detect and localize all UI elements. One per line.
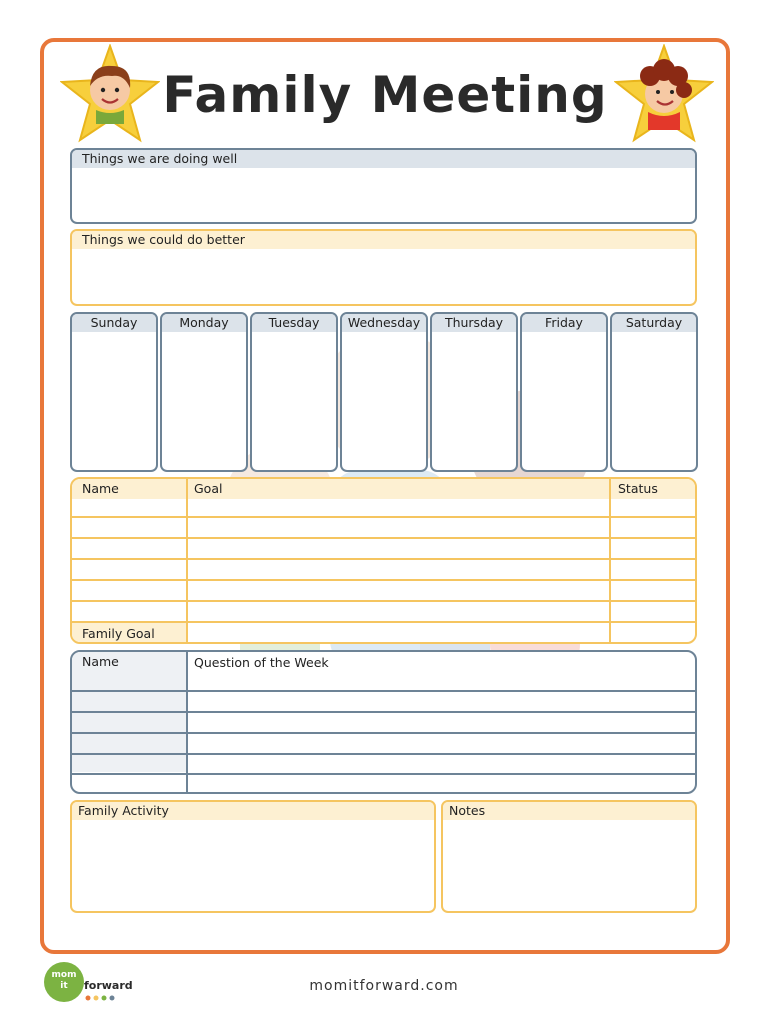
day-label: Monday bbox=[162, 314, 246, 332]
day-column-thursday[interactable] bbox=[430, 312, 518, 472]
goals-name-header: Name bbox=[82, 481, 119, 496]
child-star-right-icon bbox=[614, 44, 714, 144]
footer-url[interactable]: momitforward.com bbox=[309, 978, 459, 994]
family-goal-label: Family Goal bbox=[82, 626, 155, 641]
day-label: Saturday bbox=[612, 314, 696, 332]
goals-goal-header: Goal bbox=[194, 481, 223, 496]
notes-label: Notes bbox=[443, 802, 695, 820]
day-column-saturday[interactable] bbox=[610, 312, 698, 472]
day-label: Friday bbox=[522, 314, 606, 332]
goals-row-line bbox=[72, 579, 697, 581]
logo-forward-text: forward bbox=[84, 979, 133, 992]
do-better-label: Things we could do better bbox=[72, 231, 695, 249]
goals-row-line bbox=[72, 600, 697, 602]
questions-row-line bbox=[72, 753, 697, 755]
questions-name-header: Name bbox=[82, 654, 119, 669]
goals-row-line bbox=[72, 516, 697, 518]
notes-box[interactable] bbox=[441, 800, 697, 913]
goals-divider bbox=[609, 479, 611, 644]
doing-well-label: Things we are doing well bbox=[72, 150, 695, 168]
family-activity-label: Family Activity bbox=[72, 802, 434, 820]
questions-row-line bbox=[72, 711, 697, 713]
logo-mom-text: mom bbox=[51, 970, 77, 980]
day-column-monday[interactable] bbox=[160, 312, 248, 472]
page-title: Family Meeting bbox=[162, 66, 608, 124]
day-column-friday[interactable] bbox=[520, 312, 608, 472]
questions-row-line bbox=[72, 773, 697, 775]
questions-question-header: Question of the Week bbox=[194, 655, 329, 670]
questions-table[interactable] bbox=[70, 650, 697, 794]
do-better-box[interactable] bbox=[70, 229, 697, 306]
child-star-left-icon bbox=[60, 44, 160, 144]
family-activity-box[interactable] bbox=[70, 800, 436, 913]
questions-row-line bbox=[72, 732, 697, 734]
day-column-tuesday[interactable] bbox=[250, 312, 338, 472]
goals-row-line bbox=[72, 537, 697, 539]
day-label: Tuesday bbox=[252, 314, 336, 332]
logo-it-text: it bbox=[60, 981, 68, 991]
day-label: Sunday bbox=[72, 314, 156, 332]
goals-divider bbox=[186, 479, 188, 644]
doing-well-box[interactable] bbox=[70, 148, 697, 224]
day-column-wednesday[interactable] bbox=[340, 312, 428, 472]
goals-status-header: Status bbox=[618, 481, 658, 496]
day-column-sunday[interactable] bbox=[70, 312, 158, 472]
day-label: Wednesday bbox=[342, 314, 426, 332]
questions-row-line bbox=[72, 690, 697, 692]
day-label: Thursday bbox=[432, 314, 516, 332]
goals-row-line bbox=[72, 558, 697, 560]
goals-table[interactable] bbox=[70, 477, 697, 644]
